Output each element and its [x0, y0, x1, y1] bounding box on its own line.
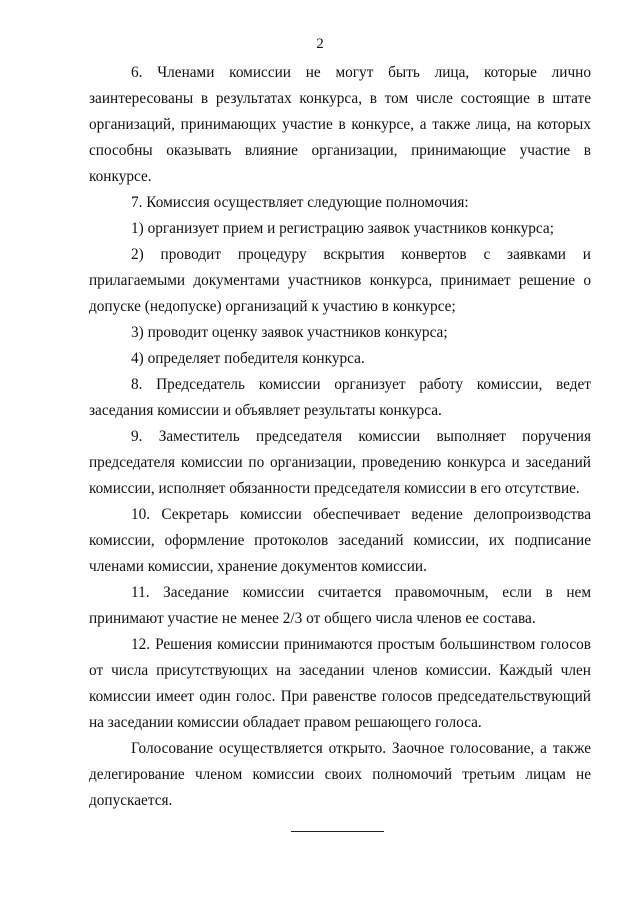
- paragraph-7-item-1: 1) организует прием и регистрацию заявок участников конкурса;: [131, 220, 554, 237]
- end-divider: [291, 831, 384, 832]
- paragraph-7-item-4: 4) определяет победителя конкурса.: [131, 350, 365, 367]
- paragraph-12: 12. Решения комиссии принимаются простым большинством голосов от числа присутствующих на заседании членов комиссии. Каждый член комиссии имеет один голос. При равенстве голосов председательствующий на заседании комиссии обладает правом решающего голоса.: [89, 636, 591, 731]
- paragraph-8: 8. Председатель комиссии организует работу комиссии, ведет заседания комиссии и объявляет результаты конкурса.: [89, 376, 591, 419]
- paragraph-7-item-3: 3) проводит оценку заявок участников конкурса;: [131, 324, 448, 341]
- paragraph-6: 6. Членами комиссии не могут быть лица, которые лично заинтересованы в результатах конкурса, в том числе состоящие в штате организаций, принимающих участие в конкурсе, а также лица, на которых способны оказывать влияние организации, принимающие участие в конкурсе.: [89, 64, 591, 185]
- page-number: 2: [316, 36, 324, 52]
- paragraph-7-item-2: 2) проводит процедуру вскрытия конвертов с заявками и прилагаемыми документами участников конкурса, принимает решение о допуске (недопуске) организаций к участию в конкурсе;: [89, 246, 591, 315]
- paragraph-9: 9. Заместитель председателя комиссии выполняет поручения председателя комиссии по организации, проведению конкурса и заседаний комиссии, исполняет обязанности председателя комиссии в его отсутствие.: [89, 428, 591, 497]
- document-body: [89, 60, 591, 814]
- paragraph-11: 11. Заседание комиссии считается правомочным, если в нем принимают участие не менее 2/3 от общего числа членов ее состава.: [89, 584, 591, 627]
- paragraph-voting: Голосование осуществляется открыто. Заочное голосование, а также делегирование членом комиссии своих полномочий третьим лицам не допускается.: [89, 740, 591, 809]
- paragraph-7: 7. Комиссия осуществляет следующие полномочия:: [131, 194, 469, 211]
- paragraph-10: 10. Секретарь комиссии обеспечивает ведение делопроизводства комиссии, оформление протоколов заседаний комиссии, их подписание членами комиссии, хранение документов комиссии.: [89, 506, 591, 575]
